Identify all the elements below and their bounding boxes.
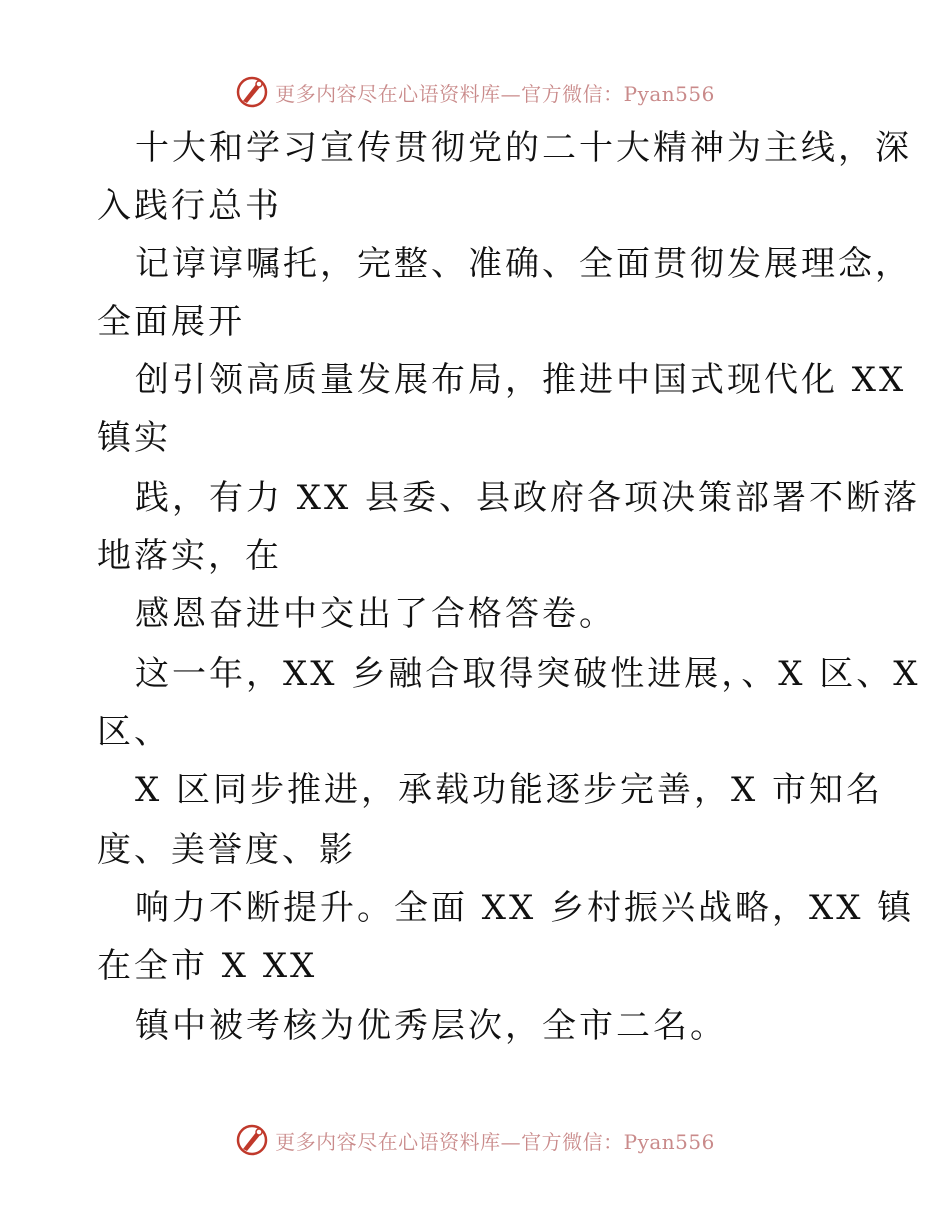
- pen-circle-logo-icon: [235, 1123, 269, 1157]
- text-line: 在全市 X XX: [97, 946, 318, 986]
- text-line: 创引领高质量发展布局，推进中国式现代化 XX: [135, 360, 907, 400]
- pen-circle-logo-icon: [235, 75, 269, 109]
- text-line: 区、: [97, 712, 171, 752]
- text-line: X 区同步推进，承载功能逐步完善，X 市知名: [135, 770, 884, 810]
- footer-watermark: [0, 1120, 950, 1160]
- text-line: 镇实: [97, 418, 171, 458]
- text-line: 度、美誉度、影: [97, 830, 356, 870]
- text-line: 践，有力 XX 县委、县政府各项决策部署不断落: [135, 478, 921, 518]
- text-line: 响力不断提升。全面 XX 乡村振兴战略，XX 镇: [135, 888, 915, 928]
- header-banner-text: 更多内容尽在心语资料库—官方微信：Pyan556: [275, 81, 715, 106]
- text-line: 镇中被考核为优秀层次，全市二名。: [135, 1006, 727, 1046]
- footer-banner-text: 更多内容尽在心语资料库—官方微信：Pyan556: [275, 1129, 715, 1154]
- text-line: 十大和学习宣传贯彻党的二十大精神为主线，深: [135, 128, 912, 168]
- text-line: 地落实，在: [97, 536, 282, 576]
- header-watermark: [0, 72, 950, 112]
- text-line: 全面展开: [97, 302, 245, 342]
- text-line: 这一年，XX 乡融合取得突破性进展，、X 区、X: [135, 654, 921, 694]
- text-line: 记谆谆嘱托，完整、准确、全面贯彻发展理念，: [135, 244, 912, 284]
- text-line: 入践行总书: [97, 186, 282, 226]
- text-line: 感恩奋进中交出了合格答卷。: [135, 594, 616, 634]
